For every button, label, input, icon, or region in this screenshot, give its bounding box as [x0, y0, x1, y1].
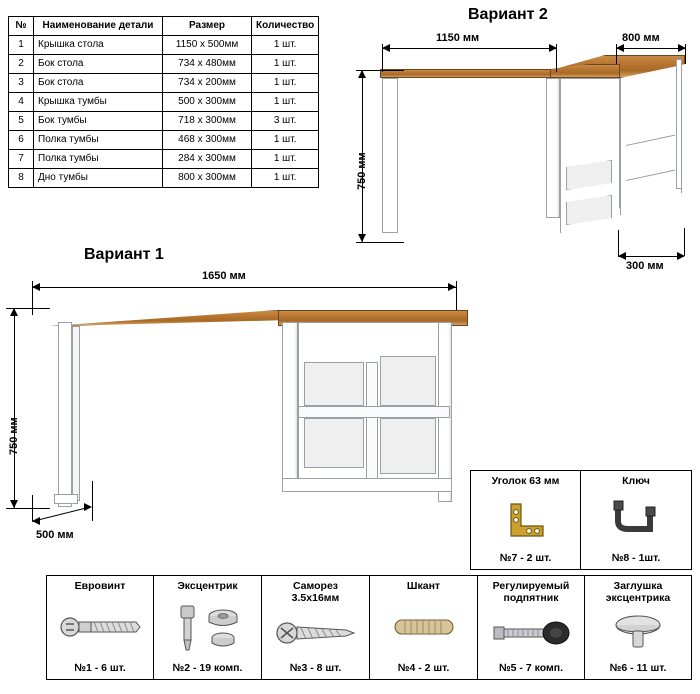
desk-left-leg	[58, 322, 72, 507]
table-row	[9, 55, 319, 74]
desk-left-leg-inner	[72, 326, 80, 501]
col-header-size: Размер	[163, 17, 252, 36]
variant1-dim-750	[0, 300, 40, 515]
cell-size: 468 x 300мм	[163, 131, 252, 150]
hardware-qty: №3 - 8 шт.	[289, 662, 342, 674]
niche-upper-left	[304, 362, 364, 406]
hardware-title: Уголок 63 мм	[491, 475, 560, 487]
dowel-icon	[370, 592, 477, 662]
cell-qty: 1 шт.	[252, 169, 319, 188]
hardware-item-euro-screw[interactable]	[46, 575, 154, 680]
desk-top-left	[380, 69, 555, 78]
variant1-dim-500-label: 500 мм	[36, 529, 74, 541]
cell-name: Бок стола	[34, 74, 163, 93]
hardware-item-cam-lock[interactable]	[154, 575, 262, 680]
hardware-item-dowel[interactable]	[370, 575, 478, 680]
cell-name: Полка тумбы	[34, 150, 163, 169]
hardware-title-line1: Заглушка	[613, 580, 663, 592]
adjustable-foot-icon	[478, 604, 584, 662]
cell-qty: 1 шт.	[252, 74, 319, 93]
table-header-row	[9, 17, 319, 36]
variant2-dim-800	[560, 28, 700, 54]
hardware-item-allen-key[interactable]	[581, 470, 692, 570]
cam-lock-icon	[154, 592, 261, 662]
cell-num: 7	[9, 150, 34, 169]
variant2-title: Вариант 2	[468, 6, 548, 23]
variant1-drawing	[20, 288, 470, 518]
hardware-qty: №5 - 7 комп.	[498, 662, 564, 674]
hardware-title-line2: эксцентрика	[605, 592, 671, 604]
pedestal-right-edge	[676, 59, 682, 189]
hardware-qty: №7 - 2 шт.	[499, 552, 552, 564]
table-row	[9, 131, 319, 150]
hardware-qty: №6 - 11 шт.	[609, 662, 667, 674]
hardware-item-self-tapping-screw[interactable]	[262, 575, 370, 680]
cell-name: Дно тумбы	[34, 169, 163, 188]
cell-num: 3	[9, 74, 34, 93]
hardware-title-line1: Саморез	[292, 580, 339, 592]
pedestal-bottom	[282, 478, 452, 492]
parts-table	[8, 16, 319, 188]
variant2-dim-1150-label: 1150 мм	[436, 32, 480, 44]
cell-size: 800 x 300мм	[163, 169, 252, 188]
variant2-dim-750-label: 750 мм	[356, 152, 368, 190]
pedestal-shelf	[298, 406, 450, 418]
niche-lower-right	[380, 418, 436, 474]
cell-qty: 1 шт.	[252, 150, 319, 169]
cell-num: 5	[9, 112, 34, 131]
desk-top-corner	[550, 64, 620, 78]
hardware-bottom-row	[46, 575, 692, 680]
variant1-dim-1650-label: 1650 мм	[202, 270, 246, 282]
variant2-dim-750	[340, 60, 390, 250]
desk-center-panel	[546, 78, 560, 218]
desk-top-long	[50, 310, 290, 326]
table-row	[9, 74, 319, 93]
allen-key-icon	[581, 487, 691, 552]
variant2-dim-300	[600, 248, 700, 278]
hardware-item-cam-cap[interactable]	[585, 575, 692, 680]
cell-size: 718 x 300мм	[163, 112, 252, 131]
variant1-title: Вариант 1	[84, 246, 164, 263]
table-row	[9, 93, 319, 112]
cell-num: 2	[9, 55, 34, 74]
cell-size: 1150 x 500мм	[163, 36, 252, 55]
cell-num: 4	[9, 93, 34, 112]
hardware-qty: №4 - 2 шт.	[397, 662, 450, 674]
table-row	[9, 169, 319, 188]
cell-num: 1	[9, 36, 34, 55]
cell-num: 8	[9, 169, 34, 188]
cell-qty: 1 шт.	[252, 93, 319, 112]
cell-qty: 1 шт.	[252, 131, 319, 150]
euro-screw-icon	[47, 592, 153, 662]
cell-qty: 1 шт.	[252, 36, 319, 55]
table-row	[9, 150, 319, 169]
table-row	[9, 112, 319, 131]
hardware-title: Евровинт	[74, 580, 126, 592]
cell-num: 6	[9, 131, 34, 150]
cell-size: 734 x 200мм	[163, 74, 252, 93]
hardware-top-row	[470, 470, 692, 570]
self-tapping-screw-icon	[262, 604, 369, 662]
hardware-item-adjustable-foot[interactable]	[478, 575, 585, 680]
col-header-name: Наименование детали	[34, 17, 163, 36]
variant2-dim-300-label: 300 мм	[626, 260, 664, 272]
col-header-num: №	[9, 17, 34, 36]
pedestal-left-side-panel	[282, 322, 298, 492]
desk-left-foot	[54, 494, 78, 504]
cell-qty: 3 шт.	[252, 112, 319, 131]
hardware-qty: №1 - 6 шт.	[74, 662, 126, 674]
hardware-title-line2: 3.5x16мм	[291, 592, 340, 604]
variant1-dim-750-label: 750 мм	[8, 417, 20, 455]
niche-lower-left	[304, 418, 364, 468]
hardware-qty: №8 - 1шт.	[611, 552, 661, 564]
variant1-dim-500	[18, 505, 138, 555]
cell-size: 500 x 300мм	[163, 93, 252, 112]
table-row	[9, 36, 319, 55]
hardware-title-line1: Регулируемый	[492, 580, 570, 592]
hardware-title: Эксцентрик	[177, 580, 238, 592]
hardware-item-corner-bracket[interactable]	[470, 470, 581, 570]
hardware-title: Ключ	[622, 475, 650, 487]
cell-size: 734 x 480мм	[163, 55, 252, 74]
cam-cap-icon	[585, 604, 691, 662]
pedestal-middle-divider	[366, 362, 378, 492]
cell-name: Крышка стола	[34, 36, 163, 55]
hardware-title: Шкант	[406, 580, 441, 592]
cell-name: Бок тумбы	[34, 112, 163, 131]
cell-name: Бок стола	[34, 55, 163, 74]
cell-name: Полка тумбы	[34, 131, 163, 150]
cell-name: Крышка тумбы	[34, 93, 163, 112]
hardware-qty: №2 - 19 комп.	[172, 662, 243, 674]
niche-upper-right	[380, 356, 436, 406]
cell-qty: 1 шт.	[252, 55, 319, 74]
hardware-title-line2: подпятник	[503, 592, 559, 604]
col-header-qty: Количество	[252, 17, 319, 36]
variant2-dim-800-label: 800 мм	[622, 32, 660, 44]
cell-size: 284 x 300мм	[163, 150, 252, 169]
variant2-drawing	[370, 55, 690, 255]
corner-bracket-icon	[471, 487, 580, 552]
